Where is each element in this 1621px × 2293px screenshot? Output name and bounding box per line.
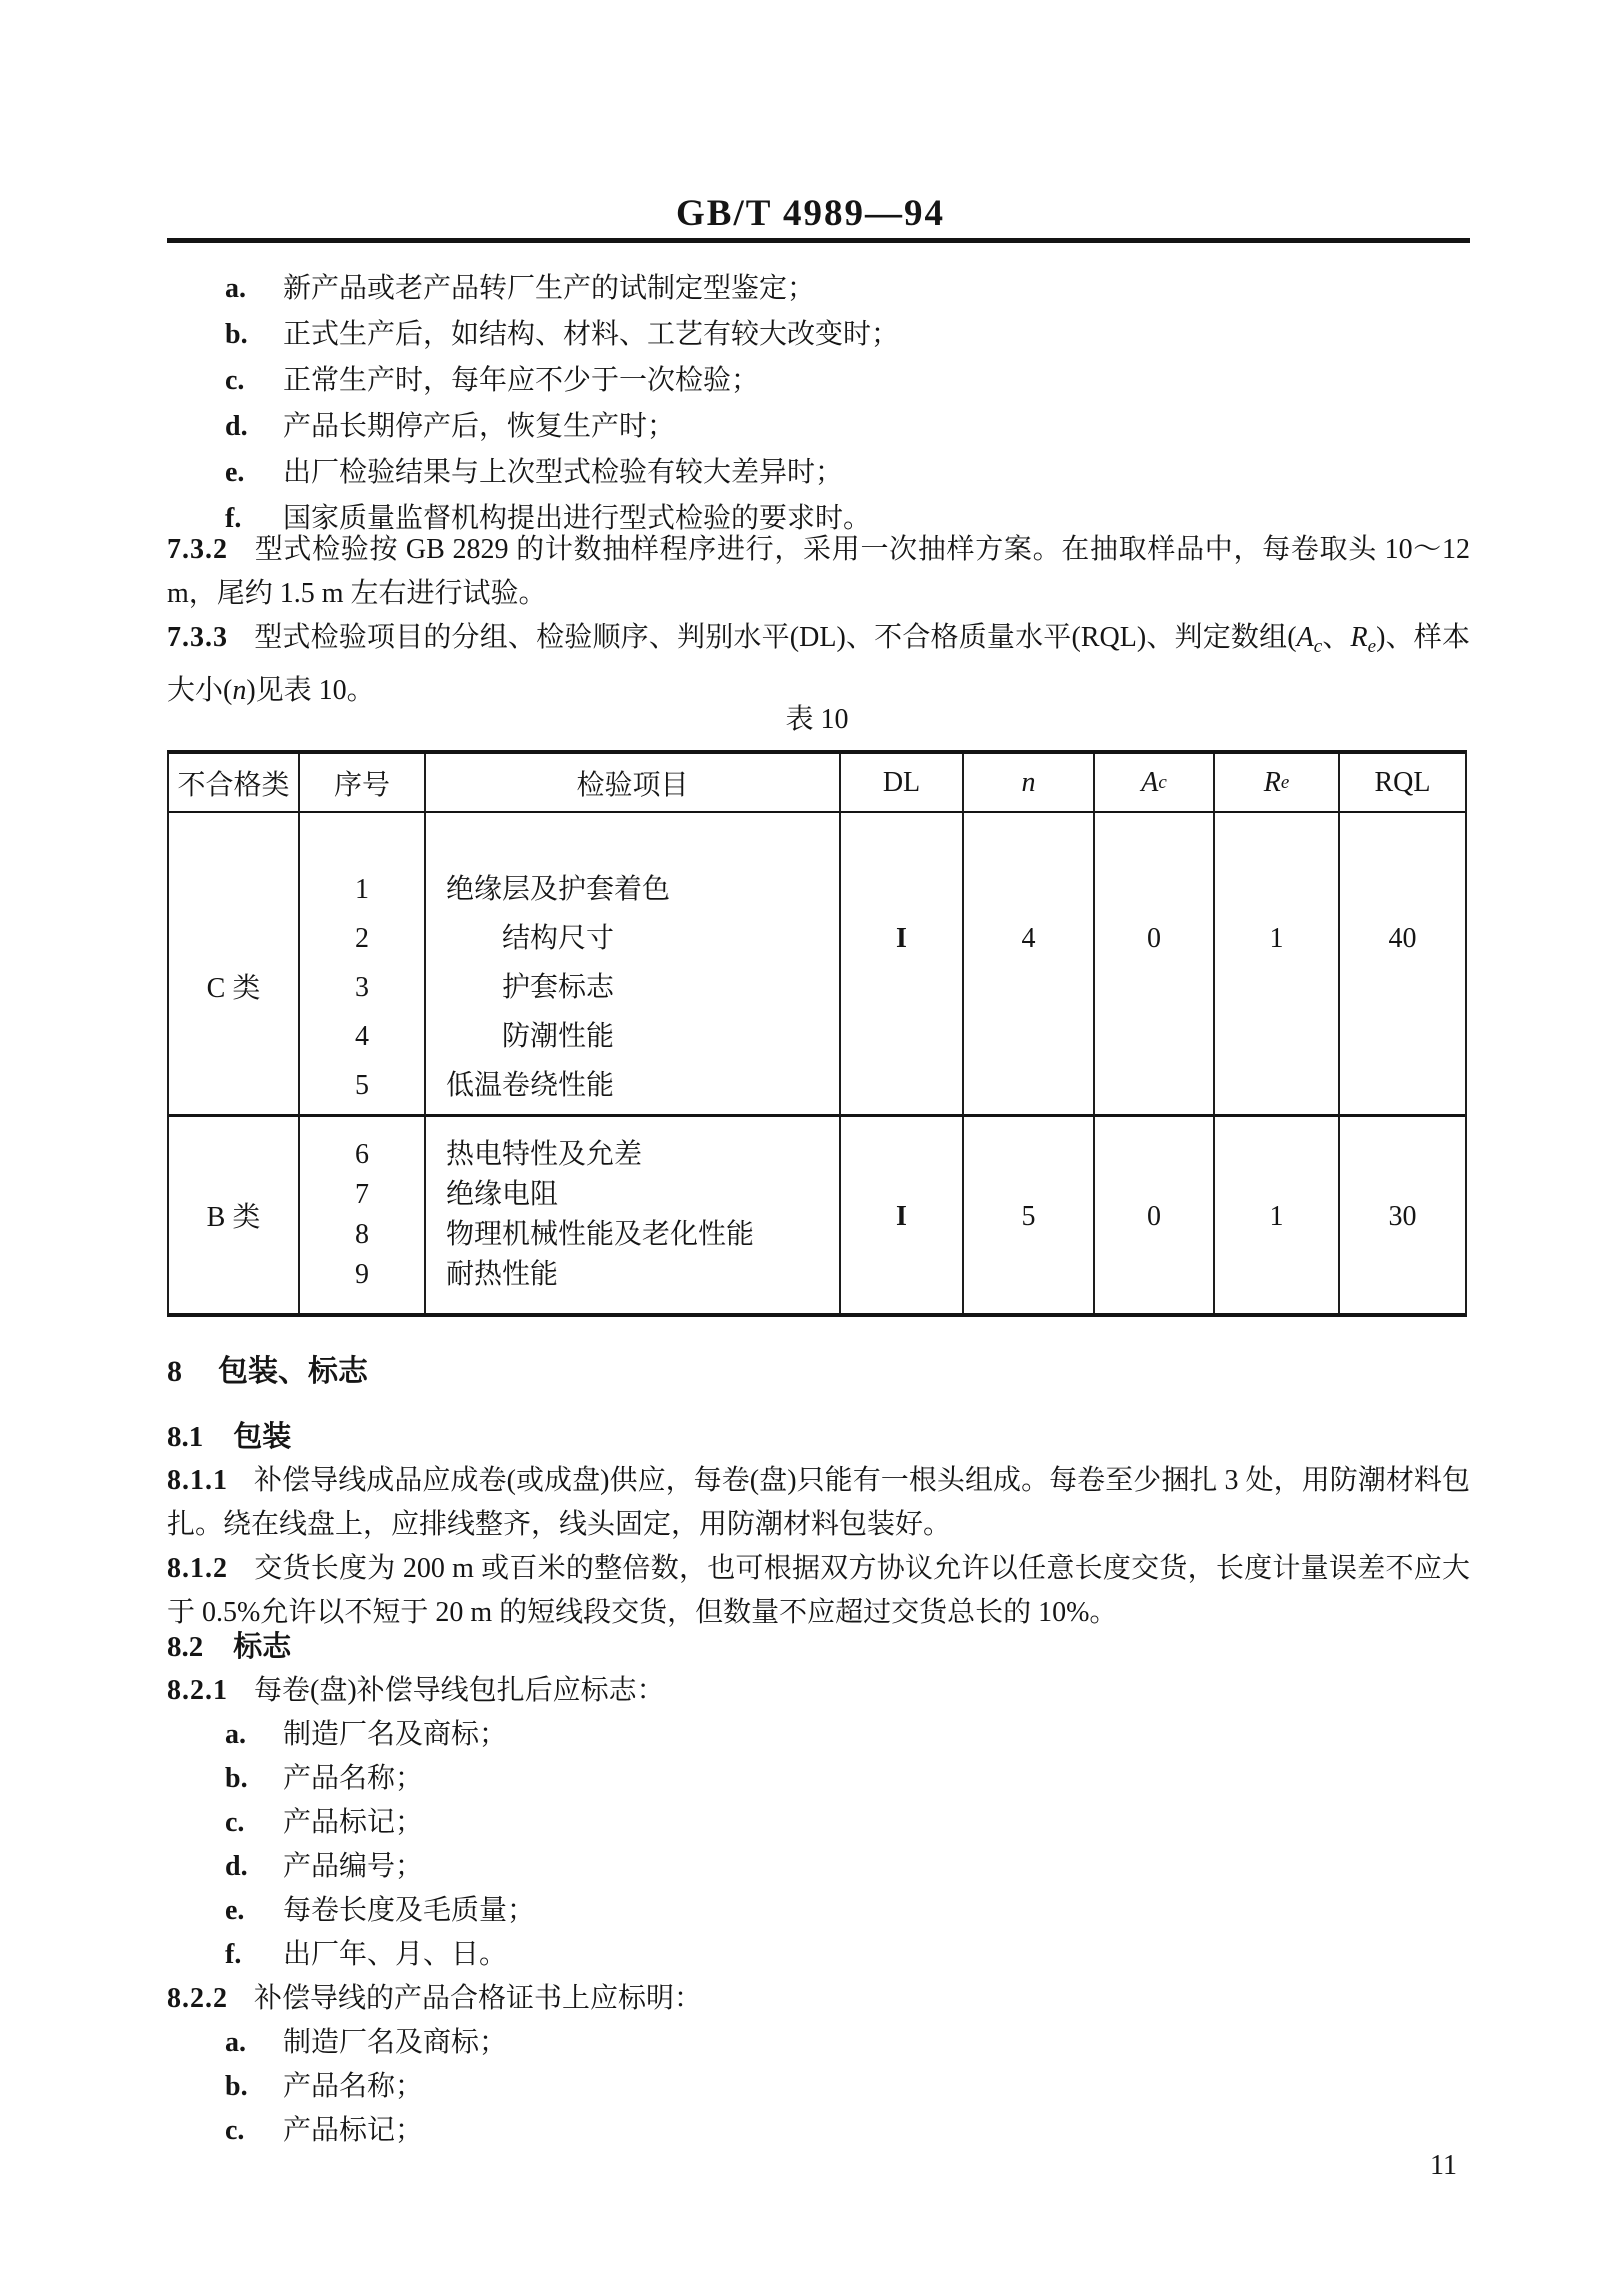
certificate-list-8-2-2 (167, 2021, 1470, 2153)
ac-main: A (1141, 766, 1159, 798)
category-b: B 类 (169, 1117, 300, 1313)
table-10-block (167, 705, 1467, 1317)
section-number: 8.2 (167, 1631, 204, 1663)
type-inspection-conditions-list (167, 266, 1470, 542)
item-text: 每卷长度及毛质量； (283, 1895, 536, 1926)
item-letter: e. (225, 1895, 245, 1926)
clause-8-2-1 (167, 1669, 1470, 1713)
ac-value-c: 0 (1095, 813, 1215, 1117)
rql-value-b: 30 (1388, 1201, 1417, 1232)
list-item (167, 404, 1470, 450)
clause-text: 型式检验项目的分组、检验顺序、判别水平(DL)、不合格质量水平(RQL)、判定数组( (254, 622, 1297, 653)
symbol-Ac: A (1296, 622, 1314, 653)
table-header-row (169, 754, 1465, 813)
item-letter: b. (225, 319, 248, 350)
section-number: 8.1 (167, 1421, 204, 1453)
clause-text: )、样本大小( (167, 622, 1470, 706)
list-item (167, 1933, 1470, 1977)
inspection-item: 结构尺寸 (502, 923, 615, 954)
item-text: 产品编号； (283, 1851, 424, 1882)
list-item (167, 312, 1470, 358)
list-item (167, 1889, 1470, 1933)
symbol-n: n (232, 675, 247, 706)
serial-no: 3 (355, 972, 369, 1003)
inspection-item: 绝缘电阻 (446, 1179, 559, 1210)
inspection-item: 热电特性及允差 (446, 1139, 643, 1170)
inspection-item: 护套标志 (502, 972, 615, 1003)
item-text: 正式生产后，如结构、材料、工艺有较大改变时； (283, 319, 900, 350)
clause-number: 8.1.2 (167, 1553, 228, 1584)
clause-8-1-1 (167, 1459, 1470, 1547)
item-letter: c. (225, 2115, 245, 2146)
clause-8-1-2 (167, 1547, 1470, 1635)
inspection-item: 低温卷绕性能 (446, 1070, 615, 1101)
re-value-b: 1 (1215, 1117, 1340, 1313)
item-text: 制造厂名及商标； (283, 1719, 508, 1750)
rql-value-c: 40 (1340, 813, 1465, 1117)
clause-number: 8.2.1 (167, 1675, 228, 1706)
serial-numbers-c (300, 813, 426, 1117)
ac-sub: c (1158, 771, 1167, 793)
clause-number: 8.2.2 (167, 1983, 228, 2014)
page-number: 11 (1430, 2150, 1457, 2181)
item-letter: c. (225, 1807, 245, 1838)
inspection-items-c (426, 813, 841, 1117)
n-value-c: 4 (964, 813, 1095, 1117)
list-item (167, 2021, 1470, 2065)
table-group-c (169, 813, 1465, 1117)
clause-number: 8.1.1 (167, 1465, 228, 1496)
separator: 、 (1322, 622, 1351, 653)
header-rql: RQL (1340, 754, 1465, 813)
clause-text: 型式检验按 GB 2829 的计数抽样程序进行，采用一次抽样方案。在抽取样品中，每卷取头 10～12 m，尾约 1.5 m 左右进行试验。 (167, 534, 1470, 609)
serial-no: 8 (355, 1219, 369, 1250)
list-item (167, 1801, 1470, 1845)
item-letter: a. (225, 2027, 246, 2058)
serial-numbers-b (300, 1117, 426, 1313)
serial-no: 7 (355, 1179, 369, 1210)
item-letter: f. (225, 1939, 242, 1970)
clause-number: 7.3.2 (167, 534, 228, 565)
symbol-Re: R (1350, 622, 1368, 653)
header-rule (167, 238, 1470, 243)
symbol-Ac-sub: c (1313, 636, 1323, 657)
list-item (167, 2065, 1470, 2109)
clause-8-2-2 (167, 1977, 1470, 2021)
list-item (167, 1757, 1470, 1801)
n-value-b: 5 (964, 1117, 1095, 1313)
item-text: 产品名称； (283, 2071, 424, 2102)
serial-no: 1 (355, 874, 369, 905)
item-letter: d. (225, 1851, 248, 1882)
standard-code: GB/T 4989—94 (676, 193, 945, 234)
section-title: 包装、标志 (218, 1355, 368, 1388)
item-text: 出厂年、月、日。 (283, 1939, 508, 1970)
list-item (167, 450, 1470, 496)
header-defect-class: 不合格类 (169, 754, 300, 813)
marking-list-8-2-1 (167, 1713, 1470, 1977)
item-text: 出厂检验结果与上次型式检验有较大差异时； (283, 457, 844, 488)
clause-text: 补偿导线的产品合格证书上应标明： (254, 1983, 703, 2014)
inspection-item: 防潮性能 (502, 1021, 615, 1052)
list-item (167, 1845, 1470, 1889)
clause-text: 每卷(盘)补偿导线包扎后应标志： (254, 1675, 665, 1706)
serial-no: 5 (355, 1070, 369, 1101)
item-text: 制造厂名及商标； (283, 2027, 508, 2058)
clause-text: 交货长度为 200 m 或百米的整倍数，也可根据双方协议允许以任意长度交货，长度计量误差不应大于 0.5%允许以不短于 20 m 的短线段交货，但数量不应超过交货总长的 10%。 (167, 1553, 1470, 1628)
header-n: n (964, 754, 1095, 813)
item-letter: b. (225, 2071, 248, 2102)
item-text: 产品名称； (283, 1763, 424, 1794)
item-letter: f. (225, 503, 242, 534)
section-8-heading (167, 1350, 1470, 1394)
dl-value-c: I (841, 813, 964, 1117)
item-text: 产品长期停产后，恢复生产时； (283, 411, 676, 442)
symbol-Re-sub: e (1367, 636, 1377, 657)
clause-text: 补偿导线成品应成卷(或成盘)供应，每卷(盘)只能有一根头组成。每卷至少捆扎 3 处，用防潮材料包扎。绕在线盘上，应排线整齐，线头固定，用防潮材料包装好。 (167, 1465, 1470, 1540)
header-re (1215, 754, 1340, 813)
item-text: 产品标记； (283, 2115, 424, 2146)
header-ac (1095, 754, 1215, 813)
list-item (167, 1713, 1470, 1757)
item-letter: a. (225, 273, 246, 304)
clause-number: 7.3.3 (167, 622, 228, 653)
table-caption: 表 10 (785, 704, 849, 735)
item-letter: e. (225, 457, 245, 488)
item-text: 产品标记； (283, 1807, 424, 1838)
list-item (167, 358, 1470, 404)
serial-no: 2 (355, 923, 369, 954)
section-title: 包装 (233, 1421, 292, 1453)
header-serial-no: 序号 (300, 754, 426, 813)
item-text: 国家质量监督机构提出进行型式检验的要求时。 (283, 503, 872, 534)
item-letter: b. (225, 1763, 248, 1794)
serial-no: 9 (355, 1259, 369, 1290)
re-value-c: 1 (1215, 813, 1340, 1117)
inspection-item: 耐热性能 (446, 1259, 559, 1290)
section-number: 8 (167, 1355, 182, 1388)
item-letter: d. (225, 411, 248, 442)
table-10 (167, 750, 1467, 1317)
category-c: C 类 (169, 813, 300, 1117)
clause-text: )见表 10。 (246, 675, 375, 706)
list-item (167, 2109, 1470, 2153)
section-8-1-heading (167, 1415, 1470, 1459)
clause-7-3-2 (167, 528, 1470, 616)
header-inspection-item: 检验项目 (426, 754, 841, 813)
item-text: 正常生产时，每年应不少于一次检验； (283, 365, 760, 396)
re-main: R (1263, 766, 1281, 798)
section-title: 标志 (233, 1631, 292, 1663)
inspection-items-b (426, 1117, 841, 1313)
re-sub: e (1280, 771, 1290, 793)
list-item (167, 266, 1470, 312)
serial-no: 4 (355, 1021, 369, 1052)
clauses-73 (167, 528, 1470, 713)
inspection-item: 物理机械性能及老化性能 (446, 1219, 755, 1250)
dl-value-b: I (841, 1117, 964, 1313)
section-8 (167, 1350, 1470, 2153)
item-letter: a. (225, 1719, 246, 1750)
serial-no: 6 (355, 1139, 369, 1170)
ac-value-b: 0 (1095, 1117, 1215, 1313)
item-text: 新产品或老产品转厂生产的试制定型鉴定； (283, 273, 816, 304)
item-letter: c. (225, 365, 245, 396)
header-dl: DL (841, 754, 964, 813)
table-group-b (169, 1117, 1465, 1313)
clause-7-3-3 (167, 616, 1470, 713)
inspection-item: 绝缘层及护套着色 (446, 874, 671, 905)
